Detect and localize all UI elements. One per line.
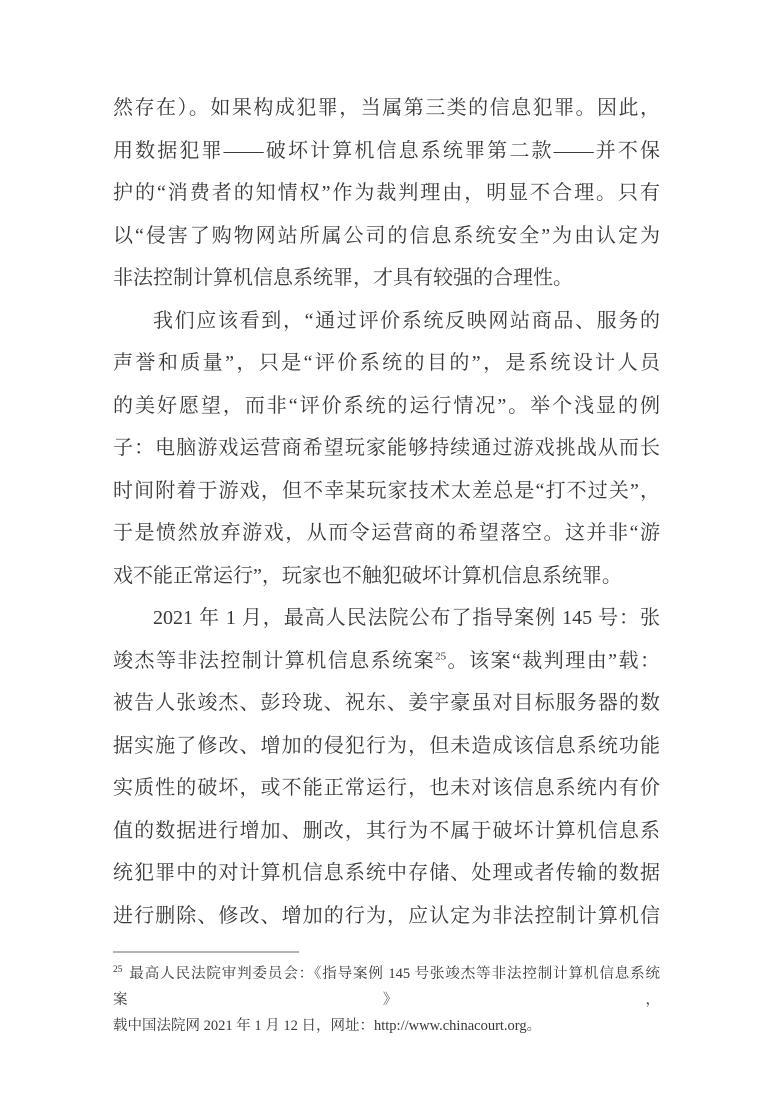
paragraph-2	[113, 300, 660, 598]
body-line: 护的“消费者的知情权”作为裁判理由，明显不合理。只有	[113, 182, 660, 204]
body-line: 用数据犯罪——破坏计算机信息系统罪第二款——并不保	[113, 139, 660, 162]
paragraph-1	[113, 87, 660, 300]
footnote-marker: 25	[113, 965, 123, 976]
footnote-line: 载中国法院网 2021 年 1 月 12 日，网址：http://www.chinacourt.org。	[113, 1018, 542, 1034]
paragraph-3	[113, 597, 660, 937]
body-line: 戏不能正常运行”，玩家也不触犯破坏计算机信息系统罪。	[113, 564, 622, 587]
footnote	[113, 951, 660, 1039]
body-line: 据实施了修改、增加的侵犯行为，但未造成该信息系统功能	[113, 734, 660, 757]
body-line: 以“侵害了购物网站所属公司的信息系统安全”为由认定为	[113, 224, 660, 247]
body-line: 2021 年 1 月，最高人民法院公布了指导案例 145 号：张	[153, 607, 660, 629]
body-line: 值的数据进行增加、删改，其行为不属于破坏计算机信息系	[113, 819, 660, 842]
text-column	[113, 87, 660, 1039]
body-line: 统犯罪中的对计算机信息系统中存储、处理或者传输的数据	[113, 862, 660, 884]
body-line: 子：电脑游戏运营商希望玩家能够持续通过游戏挑战从而长	[113, 437, 660, 459]
body-line: 声誉和质量”，只是“评价系统的目的”，是系统设计人员	[113, 352, 660, 374]
body-line: 非法控制计算机信息系统罪，才具有较强的合理性。	[113, 267, 573, 289]
body-line: 的美好愿望，而非“评价系统的运行情况”。举个浅显的例	[113, 394, 660, 417]
body-line: 然存在）。如果构成犯罪，当属第三类的信息犯罪。因此，	[113, 97, 660, 119]
body-line: 于是愤然放弃游戏，从而令运营商的希望落空。这并非“游	[113, 522, 660, 544]
body-line: 时间附着于游戏，但不幸某玩家技术太差总是“打不过关”，	[113, 479, 660, 502]
footnote-separator	[113, 951, 299, 953]
footnote-text: 最高人民法院审判委员会：《指导案例 145 号张竣杰等非法控制计算机信息系统案》，	[113, 966, 660, 1008]
body-line: 被告人张竣杰、彭玲珑、祝东、姜宇豪虽对目标服务器的数	[113, 692, 660, 714]
body-line: 实质性的破坏，或不能正常运行，也未对该信息系统内有价	[113, 777, 660, 799]
line-text: 竣杰等非法控制计算机信息系统案	[113, 649, 436, 672]
body-line-with-footnote-ref	[113, 640, 660, 683]
footnote-ref-marker: 25	[435, 649, 447, 662]
body-line: 我们应该看到，“通过评价系统反映网站商品、服务的	[153, 309, 660, 332]
body-line: 进行删除、修改、增加的行为，应认定为非法控制计算机信	[113, 904, 660, 927]
footnote-line	[113, 961, 660, 1013]
line-text: 。该案“裁判理由”载：	[446, 649, 660, 672]
